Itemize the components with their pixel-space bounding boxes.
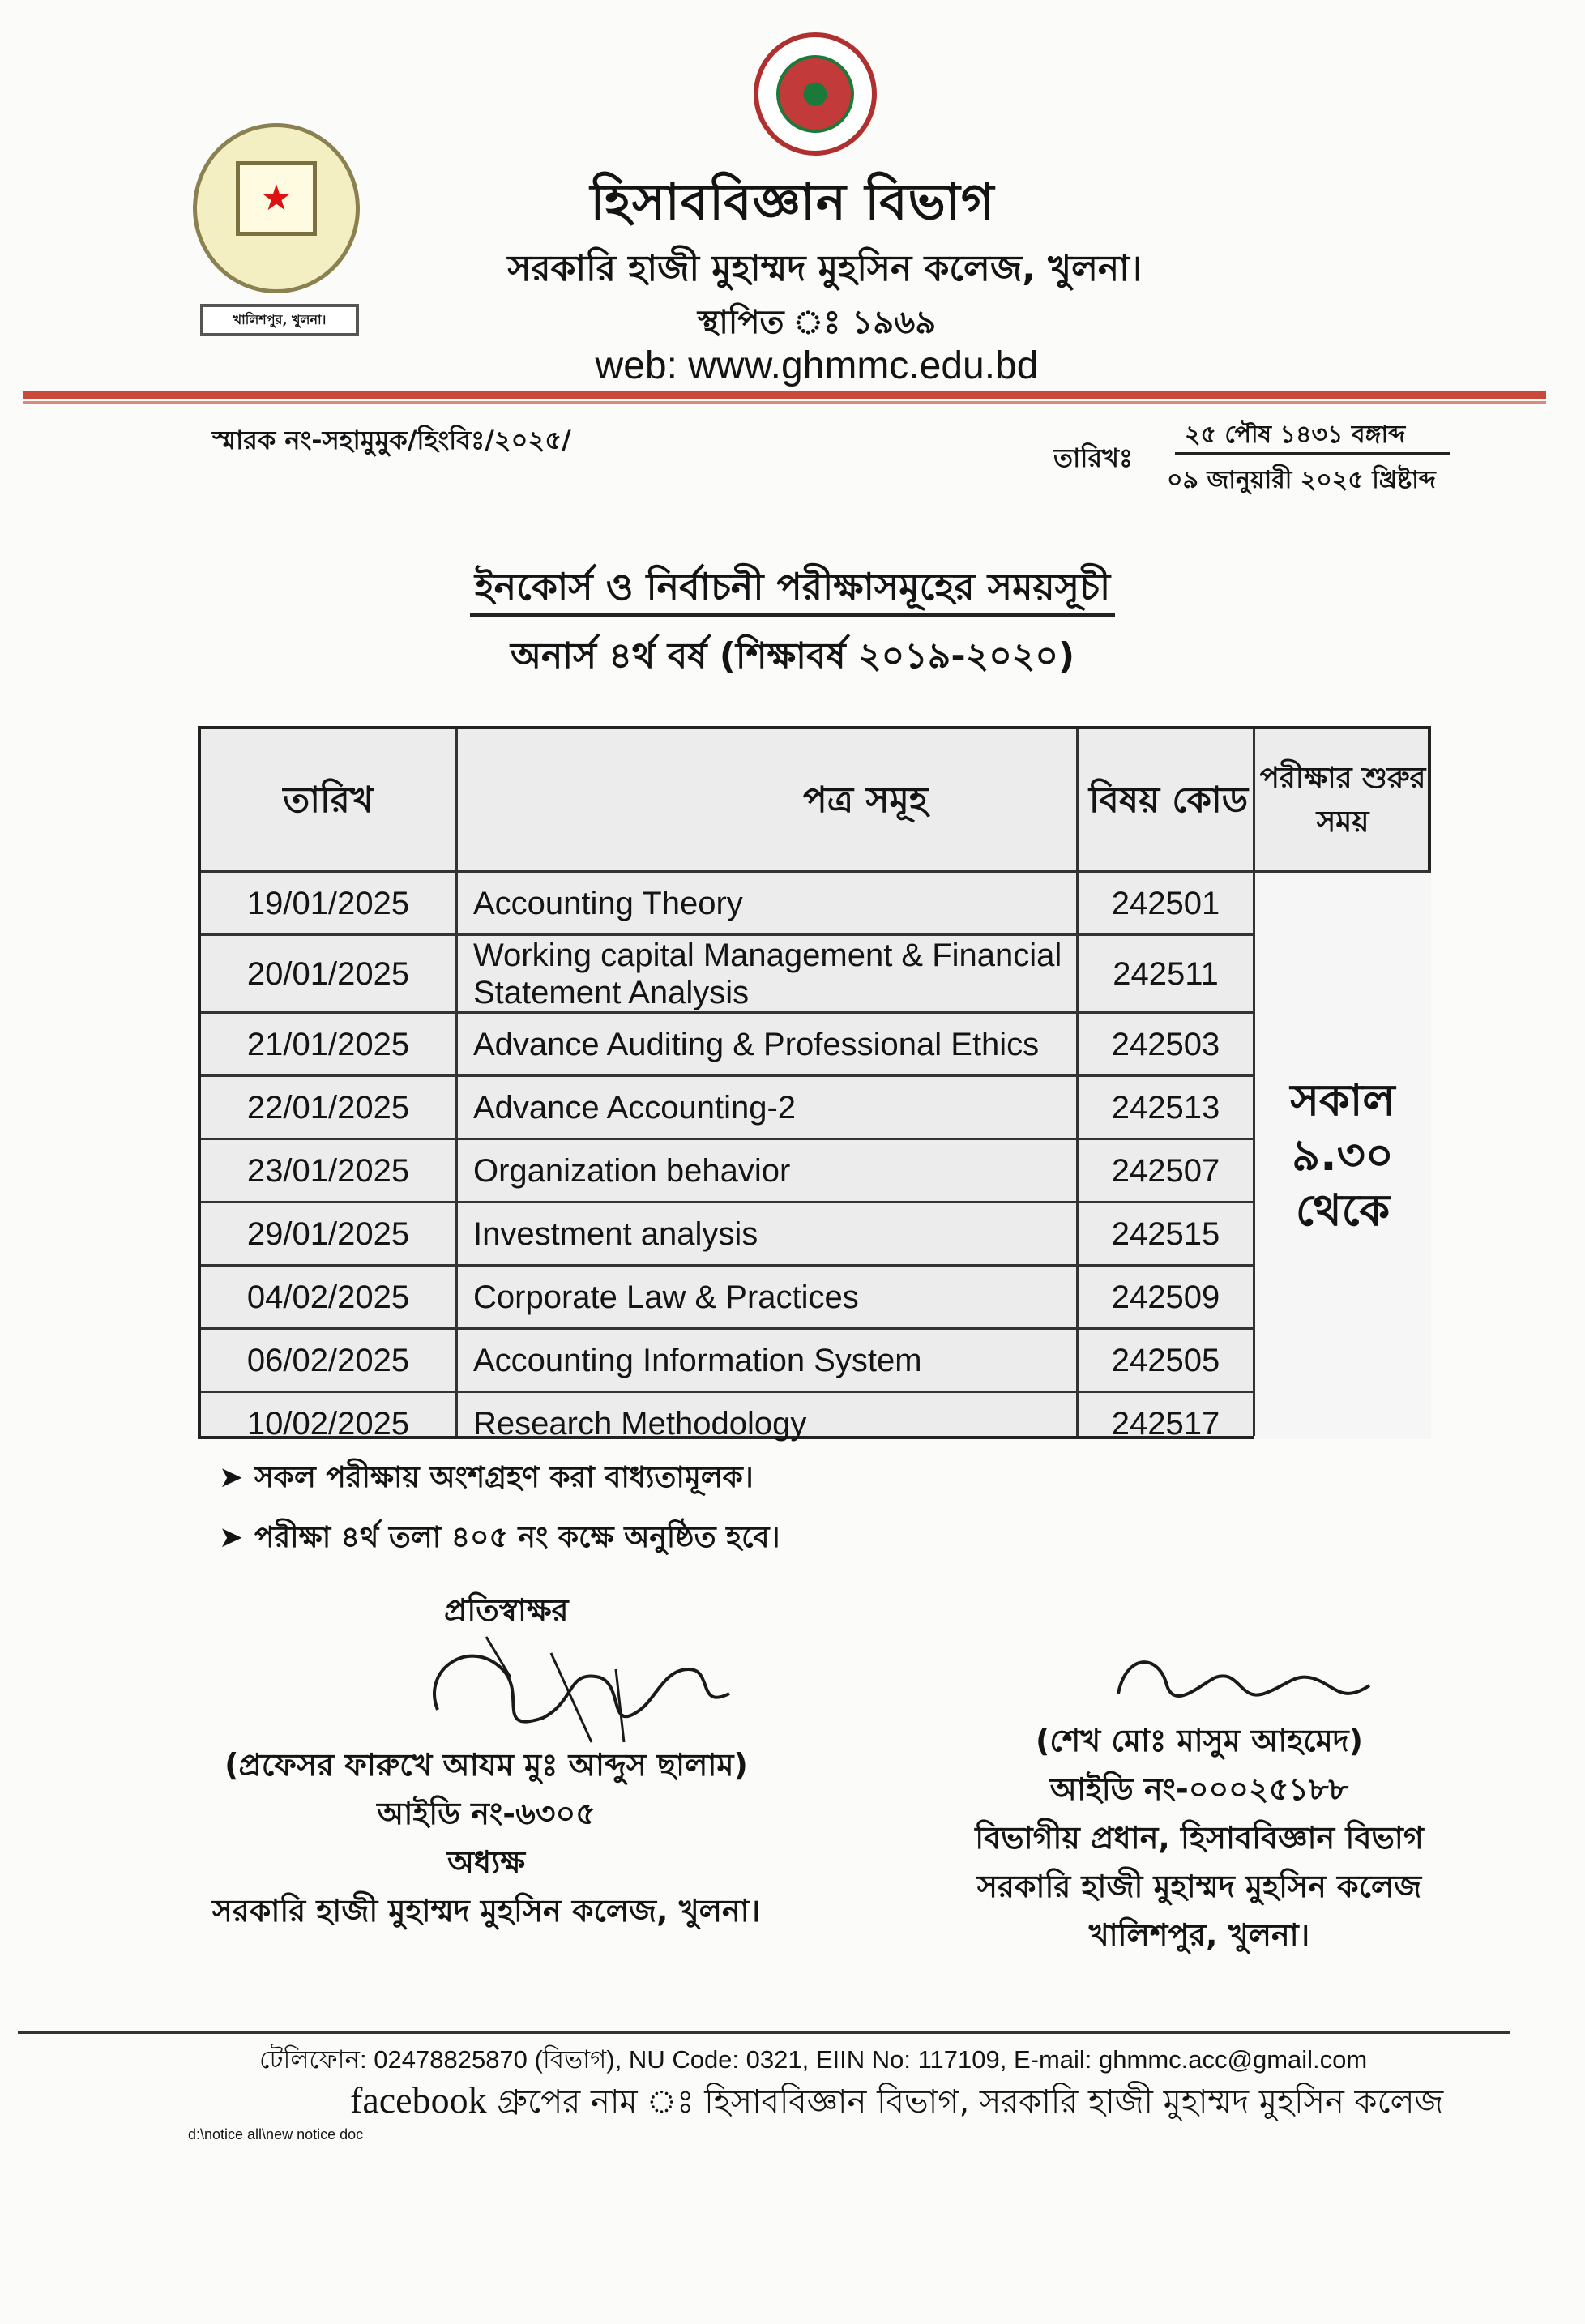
row-date: 20/01/2025 (246, 955, 410, 992)
row-subject-code: 242507 (1111, 1152, 1220, 1189)
header-divider (23, 391, 1546, 399)
row-subject-code: 242511 (1113, 955, 1219, 992)
note-text: সকল পরীক্ষায় অংশগ্রহণ করা বাধ্যতামূলক। (254, 1461, 754, 1494)
row-paper: Corporate Law & Practices (473, 1279, 859, 1315)
date-label: তারিখঃ (1053, 442, 1134, 473)
header-paper: পত্র সমূহ (802, 780, 929, 821)
established-year: স্থাপিত ঃ ১৯৬৯ (697, 304, 937, 341)
head-institution: সরকারি হাজী মুহাম্মদ মুহসিন কলেজ (976, 1869, 1422, 1904)
row-subject-code: 242515 (1111, 1215, 1220, 1252)
row-date: 19/01/2025 (246, 885, 410, 921)
header-date: তারিখ (283, 780, 374, 821)
exam-schedule-table (198, 726, 1431, 1442)
row-paper: Working capital Management & Financial Statement Analysis (473, 938, 1062, 1010)
schedule-subtitle: অনার্স ৪র্থ বর্ষ (শিক্ষাবর্ষ ২০১৯-২০২০) (510, 635, 1075, 677)
column-divider (1253, 729, 1255, 1436)
column-divider (455, 729, 458, 1436)
row-subject-code: 242513 (1111, 1089, 1220, 1126)
principal-id: আইডি নং-৬৩০৫ (377, 1796, 596, 1831)
government-seal (754, 32, 877, 156)
map-icon: ● (801, 74, 829, 109)
footer-contact: টেলিফোন: 02478825870 (বিভাগ), NU Code: 0321, EIIN No: 117109, E-mail: ghmmc.acc@gmail.com (259, 2045, 1368, 2074)
header-row-divider (201, 870, 1431, 873)
arrow-bullet-icon: ➤ (219, 1461, 244, 1494)
row-date: 21/01/2025 (246, 1026, 410, 1062)
row-date: 23/01/2025 (246, 1152, 410, 1189)
schedule-title-text: ইনকোর্স ও নির্বাচনী পরীক্ষাসমূহের সময়সূচী (470, 565, 1115, 617)
row-paper: Accounting Information System (473, 1343, 922, 1378)
file-path: d:\notice all\new notice doc (188, 2126, 364, 2142)
row-subject-code: 242509 (1111, 1279, 1220, 1315)
college-logo-ribbon: খালিশপুর, খুলনা। (200, 304, 359, 336)
note-text: পরীক্ষা ৪র্থ তলা ৪০৫ নং কক্ষে অনুষ্ঠিত হবে। (254, 1521, 780, 1554)
department-title: হিসাববিজ্ঞান বিভাগ (590, 172, 995, 231)
row-date: 10/02/2025 (246, 1405, 410, 1442)
row-date: 29/01/2025 (246, 1215, 410, 1252)
countersign-label: প্রতিস্বাক্ষর (444, 1592, 569, 1628)
principal-signature-block (203, 1741, 770, 1935)
website-link[interactable]: web: www.ghmmc.edu.bd (595, 344, 1039, 387)
row-paper: Advance Auditing & Professional Ethics (473, 1027, 1040, 1062)
star-icon: ★ (260, 177, 293, 219)
principal-institution: সরকারি হাজী মুহাম্মদ মুহসিন কলেজ, খুলনা। (211, 1893, 761, 1929)
date-divider (1175, 452, 1450, 455)
principal-signature-icon (405, 1621, 762, 1758)
row-subject-code: 242503 (1111, 1026, 1220, 1062)
row-subject-code: 242517 (1111, 1405, 1220, 1442)
college-name: সরকারি হাজী মুহাম্মদ মুহসিন কলেজ, খুলনা। (507, 248, 1143, 289)
row-paper: Accounting Theory (473, 886, 743, 921)
row-paper: Organization behavior (473, 1153, 791, 1189)
header-start-time: পরীক্ষার শুরুর সময় (1259, 762, 1426, 839)
head-designation: বিভাগীয় প্রধান, হিসাববিজ্ঞান বিভাগ (975, 1820, 1424, 1856)
footer-divider (18, 2031, 1510, 2034)
schedule-title (0, 559, 1585, 621)
seal-emblem-icon (776, 55, 854, 133)
facebook-word: facebook (350, 2079, 487, 2121)
memo-number: স্মারক নং-সহামুমুক/হিংবিঃ/২০২৫/ (212, 425, 571, 455)
facebook-group-name: গ্রুপের নাম ঃ হিসাববিজ্ঞান বিভাগ, সরকারি হাজী মুহাম্মদ মুহসিন কলেজ (486, 2083, 1444, 2121)
header-subject-code: বিষয় কোড (1088, 780, 1249, 821)
head-signature-icon (1102, 1637, 1394, 1726)
header-divider-thin (23, 401, 1546, 404)
row-paper: Investment analysis (473, 1216, 758, 1252)
head-location: খালিশপুর, খুলনা। (1088, 1917, 1310, 1953)
column-divider (1076, 729, 1079, 1436)
head-id: আইডি নং-০০০২৫১৮৮ (1049, 1771, 1349, 1807)
row-subject-code: 242501 (1111, 885, 1220, 921)
note-item (219, 1455, 754, 1504)
head-signature-block (940, 1716, 1459, 1959)
note-item (219, 1515, 780, 1564)
principal-name: (প্রফেসর ফারুখে আযম মুঃ আব্দুস ছালাম) (224, 1747, 748, 1783)
row-date: 06/02/2025 (246, 1342, 410, 1378)
arrow-bullet-icon: ➤ (219, 1521, 244, 1554)
row-date: 04/02/2025 (246, 1279, 410, 1315)
row-paper: Advance Accounting-2 (473, 1090, 797, 1126)
date-english: ০৯ জানুয়ারী ২০২৫ খ্রিষ্টাব্দ (1167, 466, 1436, 494)
head-name: (শেখ মোঃ মাসুম আহমেদ) (1035, 1723, 1364, 1758)
footer-facebook (350, 2076, 1443, 2130)
start-time-cell: সকাল ৯.৩০ থেকে (1254, 872, 1431, 1439)
row-paper: Research Methodology (473, 1406, 807, 1442)
row-subject-code: 242505 (1111, 1342, 1220, 1378)
principal-designation: অধ্যক্ষ (446, 1844, 525, 1880)
date-bangla: ২৫ পৌষ ১৪৩১ বঙ্গাব্দ (1185, 421, 1406, 449)
row-date: 22/01/2025 (246, 1089, 410, 1126)
